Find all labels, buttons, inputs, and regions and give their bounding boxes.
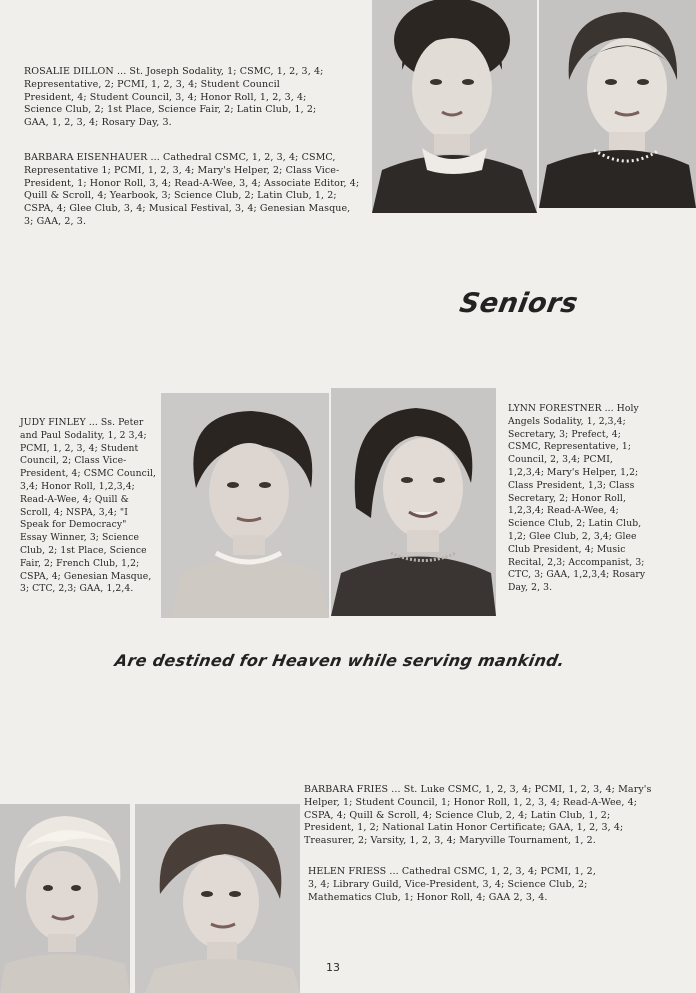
portrait-photo-barbara-fries xyxy=(0,804,130,993)
portrait-illustration xyxy=(539,0,696,208)
student-activities: ... Cathedral CSMC, 1, 2, 3, 4; PCMI, 1, 2, 3, 4; Library Guild, Vice-President, 3, 4; Science Club, 2; Mathematics Club, 1; Honor Roll, 4; GAA 2, 3, 4. xyxy=(308,866,596,903)
bio-judy-finley xyxy=(20,417,156,596)
student-activities: ... St. Luke CSMC, 1, 2, 3, 4; PCMI, 1, 2, 3, 4; Mary's Helper, 1; Student Council, 1; Honor Roll, 1, 2, 3, 4; Read-A-Wee, 4; CSPA, 4; Quill & Scroll, 4; Science Club, 2, 4; Latin Club, 1, 2; President, 1, 2; National Latin Honor Certificate; GAA, 1, 2, 3, 4; Treasurer, 2; Varsity, 1, 2, 3, 4; Maryville Tournament, 1, 2. xyxy=(304,784,652,847)
student-activities: ... Cathedral CSMC, 1, 2, 3, 4; CSMC, Representative 1; PCMI, 1, 2, 3, 4; Mary's Helper, 2; Class Vice-President, 1; Honor Roll, 3, 4; Read-A-Wee, 3, 4; Associate Editor, 4; Quill & Scroll, 4; Yearbook, 3; Science Club, 2; Latin Club, 1, 2; CSPA, 4; Glee Club, 3, 4; Musical Festival, 3, 4; Genesian Masque, 3; GAA, 2, 3. xyxy=(24,152,360,227)
student-name: BARBARA EISENHAUER xyxy=(24,152,148,163)
bio-helen-friess xyxy=(308,866,608,904)
student-name: HELEN FRIESS xyxy=(308,866,387,877)
motto-caption: Are destined for Heaven while serving mankind. xyxy=(113,651,567,670)
portrait-photo-barbara-eisenhauer xyxy=(539,0,696,208)
portrait-illustration xyxy=(372,0,537,213)
student-activities: ... Holy Angels Sodality, 1, 2,3,4; Secretary, 3; Prefect, 4; CSMC, Representative, 1; Council, 2, 3,4; PCMI, 1,2,3,4; Mary's Helper, 1,2; Class President, 1,3; Class Secretary, 2; Honor Roll, 1,2,3,4; Read-A-Wee, 4; Science Club, 2; Latin Club, 1,2; Glee Club, 2, 3,4; Glee Club President, 4; Music Recital, 2,3; Accompanist, 3; CTC, 3; GAA, 1,2,3,4; Rosary Day, 2, 3. xyxy=(508,403,646,594)
section-heading: Seniors xyxy=(457,288,581,319)
student-activities: ... Ss. Peter and Paul Sodality, 1, 2 3,4; PCMI, 1, 2, 3, 4; Student Council, 2; Class Vice-President, 4; CSMC Council, 3,4; Honor Roll, 1,2,3,4; Read-A-Wee, 4; Quill & Scroll, 4; NSPA, 3,4; "I Speak for Democracy" Essay Winner, 3; Science Club, 2; 1st Place, Science Fair, 2; French Club, 1,2; CSPA, 4; Genesian Masque, 3; CTC, 2,3; GAA, 1,2,4. xyxy=(20,417,157,595)
portrait-photo-lynn-forestner xyxy=(331,388,496,616)
student-name: ROSALIE DILLON xyxy=(24,66,114,77)
bio-barbara-eisenhauer xyxy=(24,152,362,229)
portrait-illustration xyxy=(135,804,300,993)
bio-rosalie-dillon xyxy=(24,66,329,130)
portrait-illustration xyxy=(0,804,130,993)
portrait-illustration xyxy=(161,393,329,618)
portrait-photo-rosalie-dillon xyxy=(372,0,537,213)
student-name: JUDY FINLEY xyxy=(20,417,86,428)
portrait-photo-judy-finley xyxy=(161,393,329,618)
student-activities: ... St. Joseph Sodality, 1; CSMC, 1, 2, 3, 4; Representative, 2; PCMI, 1, 2, 3, 4; Student Council President, 4; Student Council, 3, 4; Honor Roll, 1, 2, 3, 4; Science Club, 2; 1st Place, Science Fair, 2; Latin Club, 1, 2; GAA, 1, 2, 3, 4; Rosary Day, 3. xyxy=(24,66,324,129)
bio-barbara-fries xyxy=(304,784,656,848)
student-name: BARBARA FRIES xyxy=(304,784,389,795)
portrait-illustration xyxy=(331,388,496,616)
portrait-photo-helen-friess xyxy=(135,804,300,993)
bio-lynn-forestner xyxy=(508,403,646,595)
student-name: LYNN FORESTNER xyxy=(508,403,602,414)
page-number: 13 xyxy=(326,961,340,974)
